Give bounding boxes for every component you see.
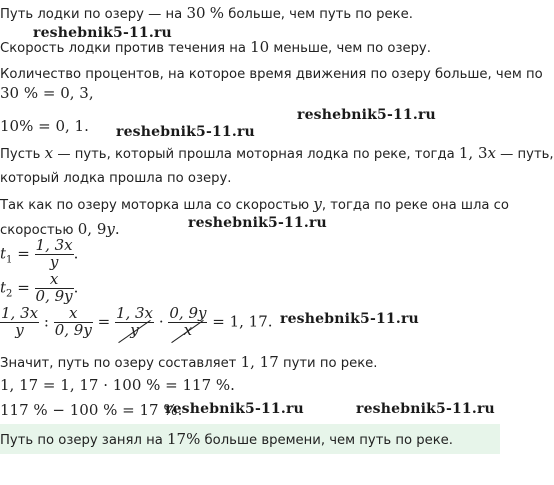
line-3 — [0, 68, 543, 81]
answer-line — [0, 432, 453, 447]
watermark: reshebnik5-11.ru — [188, 215, 327, 231]
t1-subscript: 1 — [6, 254, 13, 266]
line-6-text-d: — путь, — [500, 147, 554, 162]
line-1 — [0, 6, 413, 21]
watermark: reshebnik5-11.ru — [297, 107, 436, 123]
line-2-number: 10 — [250, 38, 270, 56]
line-7-text: который лодка прошла по озеру. — [0, 171, 232, 186]
ratio-frac-1 — [0, 306, 39, 339]
line-3-text: Количество процентов, на которое время движения по озеру больше, чем по — [0, 67, 543, 82]
ratio-frac-4-den: x — [168, 323, 207, 339]
line-10-number: 1, 17 — [240, 353, 279, 371]
ratio-frac-1-den: y — [15, 320, 24, 339]
line-2-text-b: меньше, чем по озеру. — [273, 41, 431, 56]
line-6 — [0, 146, 554, 161]
line-1-text-b: больше, чем путь по реке. — [228, 7, 413, 22]
ratio-frac-3-den: y — [115, 323, 154, 339]
t1-formula: $t_1$ = $\frac{1, 3x}{y}$ . — [0, 236, 79, 271]
line-8-text-a: Так как по озеру моторка шла со скоростью — [0, 198, 310, 213]
line-7 — [0, 172, 231, 185]
line-6-text-b: — путь, который прошла моторная лодка по реке, тогда — [57, 147, 455, 162]
ratio-frac-4 — [168, 306, 207, 339]
t1-symbol: t — [0, 244, 7, 263]
t2-fraction — [35, 272, 74, 305]
line-2-text-a: Скорость лодки против течения на — [0, 41, 246, 56]
line-10 — [0, 355, 377, 370]
line-8-var-y: y — [313, 195, 322, 213]
line-10-text-b: пути по реке. — [282, 356, 378, 371]
line-1-number: 30 — [186, 4, 206, 22]
line-9-period: . — [114, 220, 120, 238]
ratio-frac-2-den: 0, 9y — [54, 320, 92, 339]
ratio-result: = 1, 17. — [212, 312, 273, 331]
t1-fraction — [35, 238, 74, 271]
line-6-text-a: Пусть — [0, 147, 41, 162]
line-12-math: 117 % − 100 % = 17 %. — [0, 401, 183, 419]
line-6-var-x: x — [44, 144, 54, 162]
line-11-math: 1, 17 = 1, 17 · 100 % = 117 %. — [0, 376, 235, 394]
line-10-text-a: Значит, путь по озеру составляет — [0, 356, 237, 371]
line-5-math: 10% = 0, 1. — [0, 117, 89, 135]
line-9-var-y: y — [106, 220, 115, 238]
ratio-frac-3-num: 1, 3x — [115, 304, 154, 322]
ratio-frac-1-num: 1, 3x — [1, 304, 39, 322]
line-6-var-x2: x — [487, 144, 496, 162]
answer-text-a: Путь по озеру занял на — [0, 433, 163, 448]
line-9 — [0, 222, 120, 237]
ratio-frac-4-num: 0, 9y — [169, 304, 207, 322]
ratio-formula: $\frac{1, 3x}{y}$ : $\frac{x}{0, 9y}$ = $\frac{1, 3x}{y}$ · $\frac{0, 9y}{x}$ = 1, 17. — [1, 304, 273, 339]
line-2 — [0, 40, 431, 55]
line-4-math: 30 % = 0, 3, — [0, 84, 94, 102]
line-8 — [0, 197, 509, 212]
ratio-frac-2-num: x — [54, 306, 93, 323]
t2-formula: $t_2$ = $\frac{x}{0, 9y}$ . — [0, 270, 79, 305]
answer-text-b: больше времени, чем путь по реке. — [204, 433, 453, 448]
t2-denominator: 0, 9y — [35, 286, 73, 305]
t2-numerator: x — [35, 272, 74, 289]
watermark: reshebnik5-11.ru — [33, 25, 172, 41]
line-1-text-a: Путь лодки по озеру — на — [0, 7, 183, 22]
line-9-coef: 0, 9 — [77, 220, 107, 238]
watermark: reshebnik5-11.ru — [165, 401, 304, 417]
watermark: reshebnik5-11.ru — [116, 124, 255, 140]
ratio-frac-3 — [115, 306, 154, 339]
t2-subscript: 2 — [6, 288, 13, 300]
watermark: reshebnik5-11.ru — [280, 311, 419, 327]
line-8-text-b: , тогда по реке она шла со — [321, 198, 509, 213]
answer-number: 17% — [167, 430, 201, 448]
watermark: reshebnik5-11.ru — [356, 401, 495, 417]
t2-symbol: t — [0, 278, 7, 297]
line-6-coef: 1, 3 — [458, 144, 488, 162]
line-9-text-a: скоростью — [0, 223, 74, 238]
t1-numerator: 1, 3x — [35, 236, 73, 254]
line-1-percent: % — [209, 4, 225, 22]
t1-denominator: y — [49, 252, 59, 271]
ratio-frac-2 — [54, 306, 93, 339]
